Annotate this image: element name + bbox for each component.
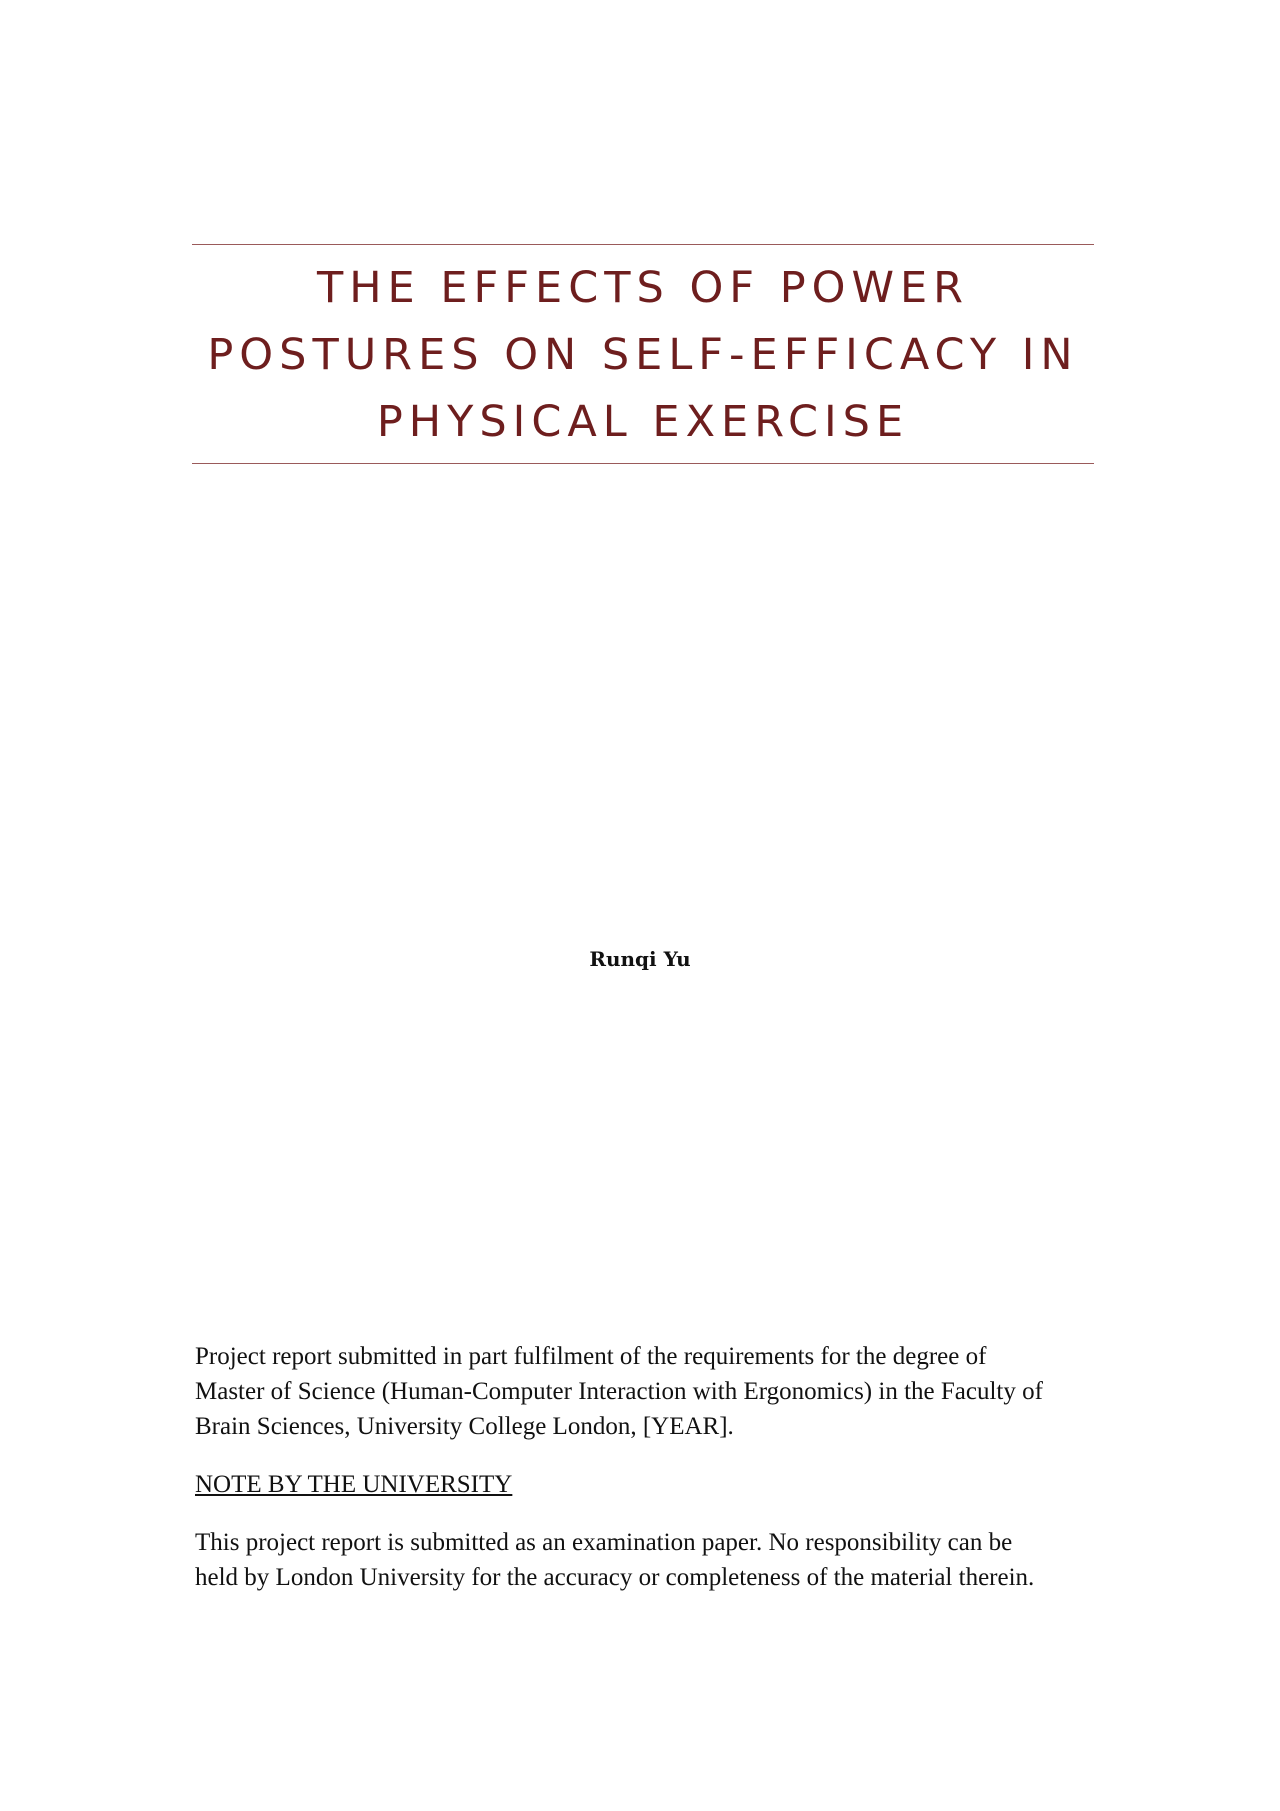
submission-line-1: Project report submitted in part fulfilment of the requirements for the degree of [195, 1343, 987, 1370]
note-heading: NOTE BY THE UNIVERSITY [195, 1471, 513, 1498]
title-block [192, 244, 1094, 464]
disclaimer-line-1: This project report is submitted as an examination paper. No responsibility can be [195, 1529, 1013, 1556]
author-name: Runqi Yu [589, 947, 691, 971]
submission-line-2: Master of Science (Human-Computer Interaction with Ergonomics) in the Faculty of [195, 1378, 1043, 1405]
title-line-1: THE EFFECTS OF POWER [316, 263, 970, 313]
submission-line-3: Brain Sciences, University College London, [YEAR]. [195, 1413, 734, 1440]
title-line-3: PHYSICAL EXERCISE [376, 397, 910, 447]
submission-statement [195, 1339, 1095, 1444]
title-line-2: POSTURES ON SELF-EFFICACY IN [207, 330, 1079, 380]
disclaimer-statement [195, 1525, 1095, 1595]
disclaimer-line-2: held by London University for the accuracy or completeness of the material therein. [195, 1564, 1035, 1591]
